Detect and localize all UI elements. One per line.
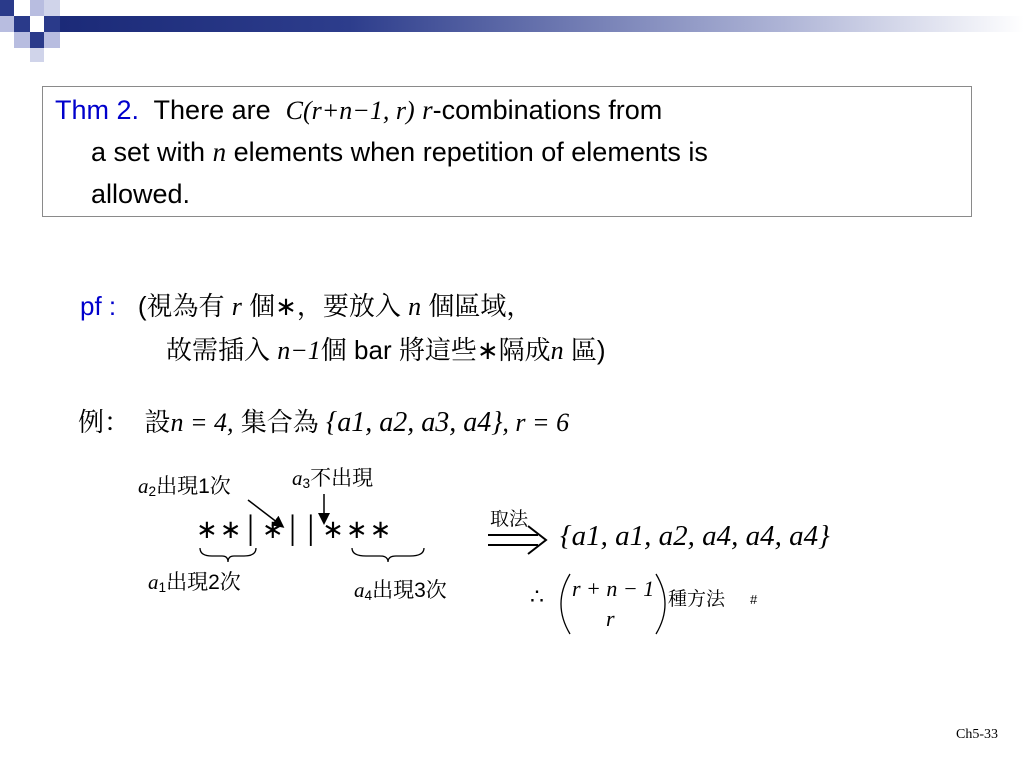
theorem-text: a set with bbox=[91, 137, 206, 167]
proof-label: pf : bbox=[80, 291, 117, 321]
example-r: , r = 6 bbox=[502, 408, 570, 437]
method-label: 取法 bbox=[490, 509, 529, 530]
theorem-n: n bbox=[212, 137, 227, 167]
theorem-text: allowed. bbox=[91, 179, 191, 209]
proof-n2: n bbox=[550, 336, 564, 365]
theorem-text: -combinations from bbox=[432, 95, 663, 125]
a4-label: $a_4$出現3次 bbox=[354, 578, 447, 603]
example-set: {a1, a2, a3, a4} bbox=[326, 407, 503, 438]
result-set: {a1, a1, a2, a4, a4, a4} bbox=[560, 520, 830, 552]
ways-label: 種方法 bbox=[668, 589, 726, 610]
therefore-symbol: ∴ bbox=[530, 584, 544, 609]
theorem-label: Thm 2. bbox=[55, 95, 140, 125]
example-text: 設 bbox=[144, 407, 171, 437]
example-label: 例： bbox=[78, 407, 131, 437]
example-n: n = 4, bbox=[170, 408, 234, 437]
binom-top: r + n − 1 bbox=[572, 576, 655, 601]
theorem-formula: C(r+n−1, r) bbox=[285, 96, 415, 125]
proof-text: 個 bar 將這些∗隔成 bbox=[320, 335, 551, 365]
page-number: Ch5-33 bbox=[956, 727, 998, 742]
proof-text: (視為有 bbox=[137, 291, 225, 321]
proof-n: n bbox=[408, 292, 422, 321]
proof-text: 個區域， bbox=[428, 291, 533, 321]
example-text: 集合為 bbox=[240, 407, 319, 437]
a1-label: $a_1$出現2次 bbox=[148, 570, 241, 595]
proof-text: 故需插入 bbox=[166, 335, 271, 365]
binom-bottom: r bbox=[606, 606, 615, 631]
end-mark: # bbox=[750, 592, 758, 607]
proof-r: r bbox=[231, 292, 242, 321]
theorem-text: There are bbox=[153, 95, 271, 125]
a3-label: $a_3$不出現 bbox=[292, 466, 374, 491]
proof-text: 區) bbox=[570, 335, 606, 365]
proof-nminus1: n−1 bbox=[277, 336, 321, 365]
theorem-text: elements when repetition of elements is bbox=[233, 137, 708, 167]
stars-and-bars: ∗∗│∗││∗∗∗ bbox=[196, 514, 394, 544]
a2-label: $a_2$出現1次 bbox=[138, 474, 231, 499]
proof-text: 個∗，要放入 bbox=[249, 291, 401, 321]
theorem-r: r bbox=[422, 95, 433, 125]
